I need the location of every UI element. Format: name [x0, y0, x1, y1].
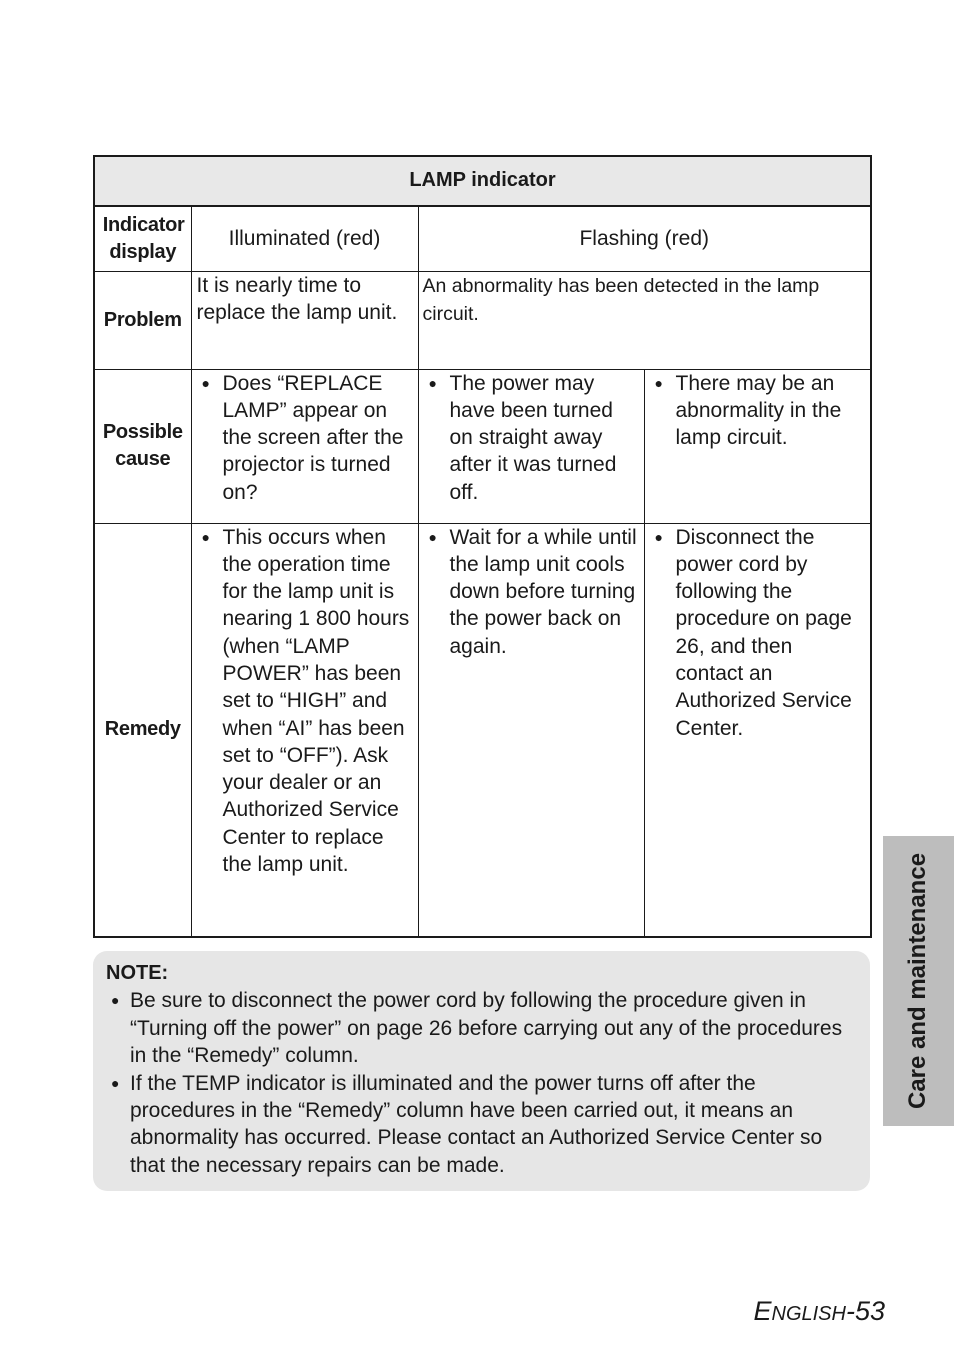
- section-tab: [883, 836, 954, 1126]
- list-item: ● If the TEMP indicator is illuminated and the power turns off after the procedures in the “Remedy” column have been carried out, it means an abnormality has occurred. Please contact an Authorized Service Center so that the necessary repairs can be made.: [105, 1070, 858, 1180]
- section-tab-label: Care and maintenance: [904, 852, 932, 1110]
- problem-flashing: An abnormality has been detected in the lamp circuit.: [418, 271, 871, 369]
- problem-label: Problem: [94, 271, 191, 369]
- remedy-label: Remedy: [94, 523, 191, 937]
- remedy-cell: [191, 523, 418, 937]
- lamp-indicator-table: [93, 155, 872, 938]
- table-header: LAMP indicator: [94, 156, 871, 206]
- cause-cell: [418, 369, 644, 523]
- list-item: ● Does “REPLACE LAMP” appear on the screen after the projector is turned on?: [192, 370, 418, 506]
- flashing-red-header: Flashing (red): [418, 206, 871, 271]
- bullet-icon: ●: [111, 1074, 120, 1091]
- possible-cause-label: Possible cause: [94, 369, 191, 523]
- note-title: NOTE:: [106, 962, 169, 984]
- cause-cell: [644, 369, 871, 523]
- list-item: ● There may be an abnormality in the lamp circuit.: [645, 370, 871, 452]
- illuminated-red-header: Illuminated (red): [191, 206, 418, 271]
- list-item: ● This occurs when the operation time for the lamp unit is nearing 1 800 hours (when “LAMP POWER” has been set to “HIGH” and when “AI” has been set to “OFF”). Ask your dealer or an Authorized Service Center to replace the lamp unit.: [192, 524, 418, 879]
- bullet-icon: ●: [654, 374, 663, 391]
- list-item: ● The power may have been turned on straight away after it was turned off.: [419, 370, 644, 506]
- remedy-cell: [644, 523, 871, 937]
- page-number: ENGLISH-53: [753, 1296, 885, 1326]
- cause-cell: [191, 369, 418, 523]
- bullet-icon: ●: [428, 528, 437, 545]
- remedy-cell: [418, 523, 644, 937]
- indicator-display-label: Indicator display: [94, 206, 191, 271]
- bullet-icon: ●: [201, 528, 210, 545]
- problem-illuminated: It is nearly time to replace the lamp unit.: [191, 271, 418, 369]
- list-item: ● Disconnect the power cord by following the procedure on page 26, and then contact an Authorized Service Center.: [645, 524, 871, 742]
- list-item: ● Wait for a while until the lamp unit cools down before turning the power back on again.: [419, 524, 644, 660]
- list-item: ● Be sure to disconnect the power cord by following the procedure given in “Turning off the power” on page 26 before carrying out any of the procedures in the “Remedy” column.: [105, 987, 858, 1069]
- bullet-icon: ●: [201, 374, 210, 391]
- note-box: [93, 951, 870, 1191]
- bullet-icon: ●: [111, 992, 120, 1009]
- bullet-icon: ●: [654, 528, 663, 545]
- bullet-icon: ●: [428, 374, 437, 391]
